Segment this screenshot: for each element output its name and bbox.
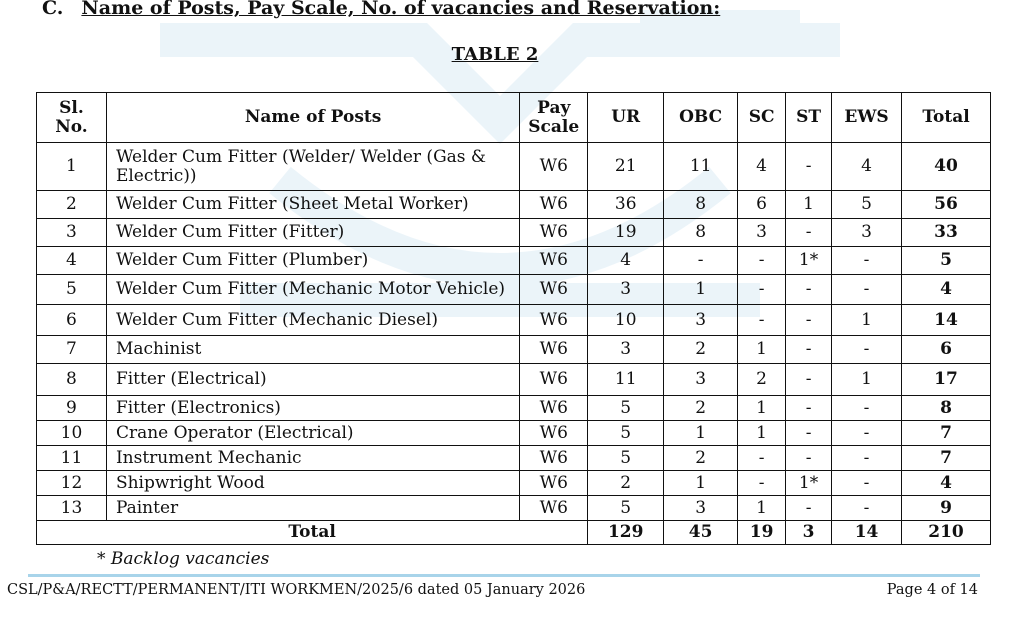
cell-pay: W6 (520, 364, 588, 396)
cell-pay: W6 (520, 471, 588, 496)
cell-st: 1* (786, 471, 832, 496)
cell-st: - (786, 275, 832, 305)
cell-sl: 3 (37, 219, 107, 247)
cell-st: - (786, 336, 832, 364)
vacancy-table (36, 92, 991, 545)
header-st: ST (786, 93, 832, 143)
header-ur: UR (588, 93, 664, 143)
footer-divider (28, 574, 980, 577)
table-row (37, 191, 991, 219)
cell-total: 4 (902, 275, 991, 305)
totals-row (37, 521, 991, 545)
table-row (37, 364, 991, 396)
cell-st: - (786, 446, 832, 471)
total-sc: 19 (738, 521, 786, 545)
cell-obc: 3 (664, 305, 738, 336)
table-row (37, 305, 991, 336)
cell-sl: 11 (37, 446, 107, 471)
cell-ews: - (832, 396, 902, 421)
total-obc: 45 (664, 521, 738, 545)
cell-ur: 5 (588, 496, 664, 521)
cell-sl: 13 (37, 496, 107, 521)
cell-sc: 1 (738, 396, 786, 421)
cell-obc: 2 (664, 446, 738, 471)
table-caption (0, 44, 990, 65)
header-obc: OBC (664, 93, 738, 143)
cell-name: Instrument Mechanic (106, 446, 519, 471)
cell-obc: 3 (664, 496, 738, 521)
cell-ews: - (832, 247, 902, 275)
cell-sc: - (738, 275, 786, 305)
header-ews: EWS (832, 93, 902, 143)
cell-name: Machinist (106, 336, 519, 364)
cell-ur: 5 (588, 421, 664, 446)
cell-total: 5 (902, 247, 991, 275)
cell-sl: 4 (37, 247, 107, 275)
cell-ews: - (832, 421, 902, 446)
cell-obc: 2 (664, 396, 738, 421)
cell-st: - (786, 143, 832, 191)
section-title: Name of Posts, Pay Scale, No. of vacancies and Reservation: (81, 0, 721, 19)
cell-sc: 1 (738, 496, 786, 521)
footnote: * Backlog vacancies (97, 549, 270, 569)
cell-st: 1* (786, 247, 832, 275)
cell-total: 7 (902, 421, 991, 446)
cell-obc: 1 (664, 471, 738, 496)
header-pay-scale: Pay Scale (520, 93, 588, 143)
cell-name: Welder Cum Fitter (Mechanic Motor Vehicle) (106, 275, 519, 305)
cell-sl: 10 (37, 421, 107, 446)
table-row (37, 496, 991, 521)
table-row (37, 421, 991, 446)
footer-reference: CSL/P&A/RECTT/PERMANENT/ITI WORKMEN/2025/6 dated 05 January 2026 (7, 582, 586, 598)
cell-pay: W6 (520, 336, 588, 364)
cell-obc: 1 (664, 275, 738, 305)
cell-ews: 4 (832, 143, 902, 191)
cell-total: 17 (902, 364, 991, 396)
cell-ur: 11 (588, 364, 664, 396)
footer-page-number: Page 4 of 14 (886, 582, 978, 598)
cell-st: - (786, 305, 832, 336)
cell-ews: - (832, 446, 902, 471)
cell-obc: 8 (664, 191, 738, 219)
cell-sc: 4 (738, 143, 786, 191)
cell-ur: 36 (588, 191, 664, 219)
cell-total: 7 (902, 446, 991, 471)
cell-obc: 2 (664, 336, 738, 364)
cell-ews: - (832, 496, 902, 521)
table-row (37, 336, 991, 364)
header-sl-no: Sl. No. (37, 93, 107, 143)
cell-pay: W6 (520, 275, 588, 305)
cell-st: - (786, 496, 832, 521)
cell-ews: 3 (832, 219, 902, 247)
cell-sl: 2 (37, 191, 107, 219)
cell-name: Fitter (Electrical) (106, 364, 519, 396)
cell-pay: W6 (520, 143, 588, 191)
cell-sc: 1 (738, 421, 786, 446)
cell-name: Shipwright Wood (106, 471, 519, 496)
cell-pay: W6 (520, 446, 588, 471)
cell-ews: 5 (832, 191, 902, 219)
table-row (37, 219, 991, 247)
cell-pay: W6 (520, 305, 588, 336)
cell-ews: - (832, 336, 902, 364)
section-heading (42, 0, 720, 19)
table-row (37, 396, 991, 421)
cell-st: - (786, 396, 832, 421)
header-total: Total (902, 93, 991, 143)
cell-st: - (786, 364, 832, 396)
table-body (37, 143, 991, 521)
table-row (37, 275, 991, 305)
cell-pay: W6 (520, 247, 588, 275)
cell-ews: - (832, 471, 902, 496)
cell-pay: W6 (520, 421, 588, 446)
cell-sl: 7 (37, 336, 107, 364)
cell-ews: 1 (832, 364, 902, 396)
cell-st: - (786, 219, 832, 247)
cell-ur: 21 (588, 143, 664, 191)
table-row (37, 471, 991, 496)
cell-sl: 6 (37, 305, 107, 336)
cell-ur: 5 (588, 396, 664, 421)
table-row (37, 143, 991, 191)
cell-total: 8 (902, 396, 991, 421)
total-ur: 129 (588, 521, 664, 545)
cell-ews: - (832, 275, 902, 305)
cell-ur: 3 (588, 336, 664, 364)
total-total: 210 (902, 521, 991, 545)
cell-ews: 1 (832, 305, 902, 336)
cell-st: - (786, 421, 832, 446)
cell-sl: 12 (37, 471, 107, 496)
cell-name: Crane Operator (Electrical) (106, 421, 519, 446)
cell-name: Welder Cum Fitter (Welder/ Welder (Gas & Electric)) (106, 143, 519, 191)
table-caption-text: TABLE 2 (451, 44, 539, 65)
cell-st: 1 (786, 191, 832, 219)
table-header-row (37, 93, 991, 143)
cell-sc: 2 (738, 364, 786, 396)
cell-obc: - (664, 247, 738, 275)
cell-name: Welder Cum Fitter (Plumber) (106, 247, 519, 275)
cell-total: 6 (902, 336, 991, 364)
cell-total: 14 (902, 305, 991, 336)
table-row (37, 247, 991, 275)
cell-sl: 8 (37, 364, 107, 396)
cell-total: 9 (902, 496, 991, 521)
cell-obc: 3 (664, 364, 738, 396)
cell-pay: W6 (520, 219, 588, 247)
cell-sl: 9 (37, 396, 107, 421)
cell-sc: 1 (738, 336, 786, 364)
cell-name: Painter (106, 496, 519, 521)
cell-sc: - (738, 446, 786, 471)
totals-label: Total (37, 521, 588, 545)
cell-ur: 5 (588, 446, 664, 471)
cell-pay: W6 (520, 191, 588, 219)
cell-name: Fitter (Electronics) (106, 396, 519, 421)
cell-sc: - (738, 305, 786, 336)
cell-total: 33 (902, 219, 991, 247)
cell-ur: 19 (588, 219, 664, 247)
cell-ur: 10 (588, 305, 664, 336)
cell-total: 4 (902, 471, 991, 496)
cell-sl: 1 (37, 143, 107, 191)
cell-obc: 1 (664, 421, 738, 446)
cell-total: 40 (902, 143, 991, 191)
cell-sc: 6 (738, 191, 786, 219)
header-sc: SC (738, 93, 786, 143)
header-name-of-posts: Name of Posts (106, 93, 519, 143)
cell-pay: W6 (520, 396, 588, 421)
cell-ur: 3 (588, 275, 664, 305)
cell-sc: - (738, 471, 786, 496)
section-number: C. (42, 0, 64, 19)
cell-obc: 8 (664, 219, 738, 247)
cell-name: Welder Cum Fitter (Fitter) (106, 219, 519, 247)
cell-pay: W6 (520, 496, 588, 521)
cell-sc: - (738, 247, 786, 275)
cell-name: Welder Cum Fitter (Sheet Metal Worker) (106, 191, 519, 219)
cell-total: 56 (902, 191, 991, 219)
cell-sc: 3 (738, 219, 786, 247)
cell-obc: 11 (664, 143, 738, 191)
cell-ur: 4 (588, 247, 664, 275)
cell-name: Welder Cum Fitter (Mechanic Diesel) (106, 305, 519, 336)
total-st: 3 (786, 521, 832, 545)
cell-sl: 5 (37, 275, 107, 305)
total-ews: 14 (832, 521, 902, 545)
cell-ur: 2 (588, 471, 664, 496)
table-row (37, 446, 991, 471)
